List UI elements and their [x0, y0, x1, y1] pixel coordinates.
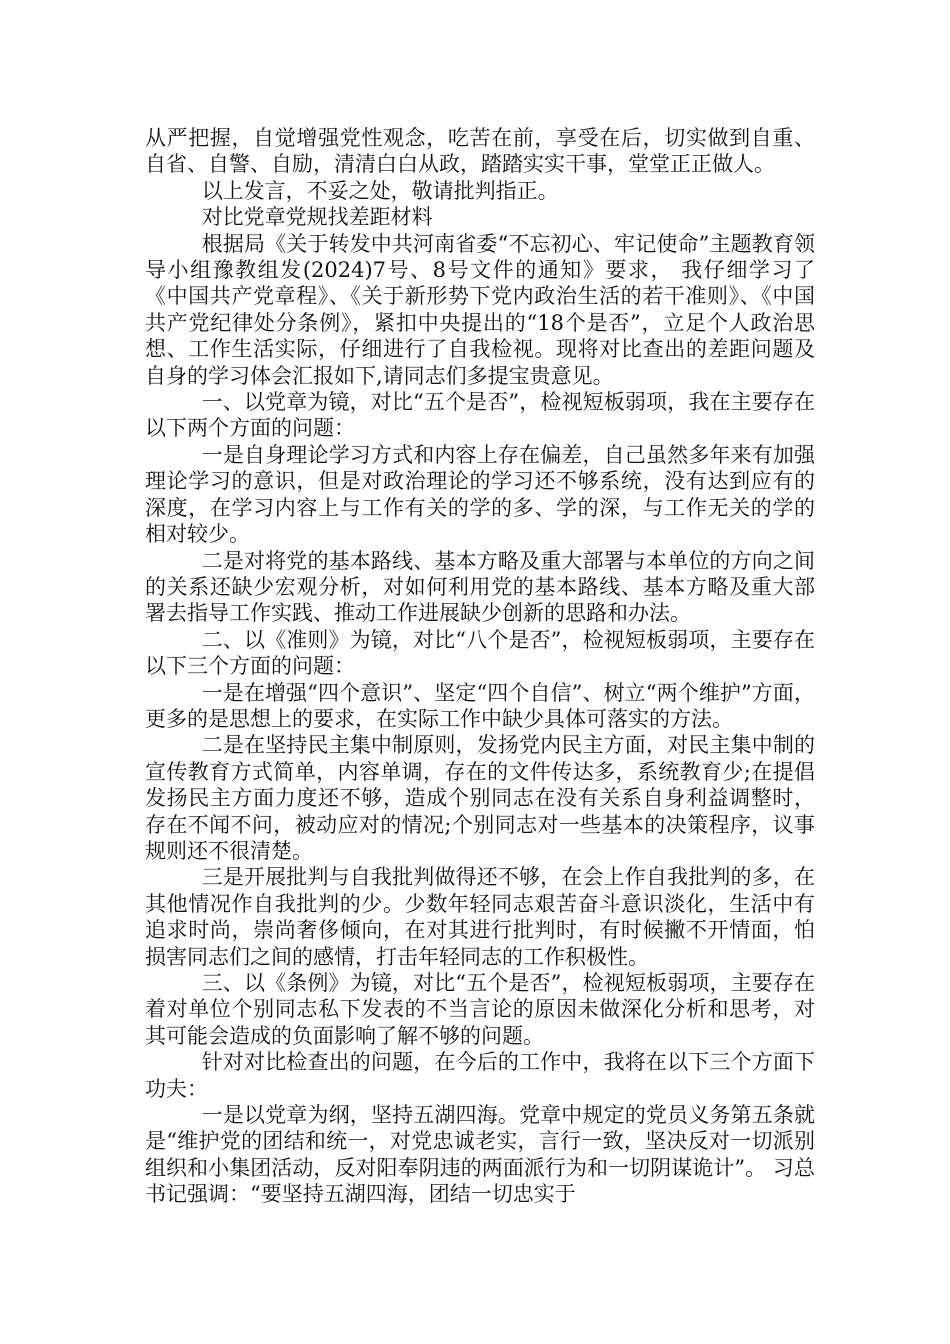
paragraph-10: 三是开展批判与自我批判做得还不够，在会上作自我批判的多，在其他情况作自我批判的少。少数年轻同志艰苦奋斗意识淡化，生活中有追求时尚，崇尚奢侈倾向，在对其进行批判时，有时候撇不开情面，怕损害同志们之间的感情，打击年轻同志的工作积极性。	[145, 865, 815, 969]
paragraph-7: 二、以《准则》为镜，对比“八个是否”，检视短板弱项，主要存在以下三个方面的问题：	[145, 627, 815, 679]
paragraph-0: 从严把握，自觉增强党性观念，吃苦在前，享受在后，切实做到自重、自省、自警、自励，清清白白从政，踏踏实实干事，堂堂正正做人。	[145, 126, 815, 177]
document-page	[145, 125, 815, 1208]
paragraph-13: 一是以党章为纲，坚持五湖四海。党章中规定的党员义务第五条就是“维护党的团结和统一，对党忠诚老实，言行一致，坚决反对一切派别组织和小集团活动，反对阳奉阴违的两面派行为和一切阴谋诡计”。 习总书记强调：“要坚持五湖四海，团结一切忠实于	[145, 1103, 815, 1207]
paragraph-12: 针对对比检查出的问题，在今后的工作中，我将在以下三个方面下功夫：	[145, 1050, 815, 1101]
paragraph-9: 二是在坚持民主集中制原则，发扬党内民主方面，对民主集中制的宣传教育方式简单，内容单调，存在的文件传达多，系统教育少;在提倡发扬民主方面力度还不够，造成个别同志在没有关系自身利益调整时，存在不闻不问，被动应对的情况;个别同志对一些基本的决策程序，议事规则还不很清楚。	[145, 733, 815, 863]
paragraph-6: 二是对将党的基本路线、基本方略及重大部署与本单位的方向之间的关系还缺少宏观分析，对如何利用党的基本路线、基本方略及重大部署去指导工作实践、推动工作进展缺少创新的思路和办法。	[145, 548, 815, 626]
paragraph-5: 一是自身理论学习方式和内容上存在偏差，自己虽然多年来有加强理论学习的意识，但是对政治理论的学习还不够系统，没有达到应有的深度，在学习内容上与工作有关的学的多、学的深，与工作无关的学的相对较少。	[145, 442, 815, 547]
paragraph-11: 三、以《条例》为镜，对比“五个是否”，检视短板弱项，主要存在着对单位个别同志私下发表的不当言论的原因未做深化分析和思考，对其可能会造成的负面影响了解不够的问题。	[145, 971, 815, 1048]
section-title: 对比党章党规找差距材料	[201, 205, 433, 230]
paragraph-4: 一、以党章为镜，对比“五个是否”，检视短板弱项，我在主要存在以下两个方面的问题：	[145, 390, 815, 441]
paragraph-8: 一是在增强“四个意识”、坚定“四个自信”、树立“两个维护”方面，更多的是思想上的要求，在实际工作中缺少具体可落实的方法。	[145, 680, 815, 731]
paragraph-1: 以上发言，不妥之处，敬请批判指正。	[201, 178, 559, 203]
paragraph-3: 根据局《关于转发中共河南省委“不忘初心、牢记使命”主题教育领导小组豫教组发(2024)7号、8号文件的通知》要求， 我仔细学习了《中国共产党章程》、《关于新形势下党内政治生活的若干准则》、《中国共产党纪律处分条例》，紧扣中央提出的“18个是否”，立足个人政治思想、工作生活实际，仔细进行了自我检视。现将对比查出的差距问题及自身的学习体会汇报如下,请同志们多提宝贵意见。	[145, 231, 815, 388]
